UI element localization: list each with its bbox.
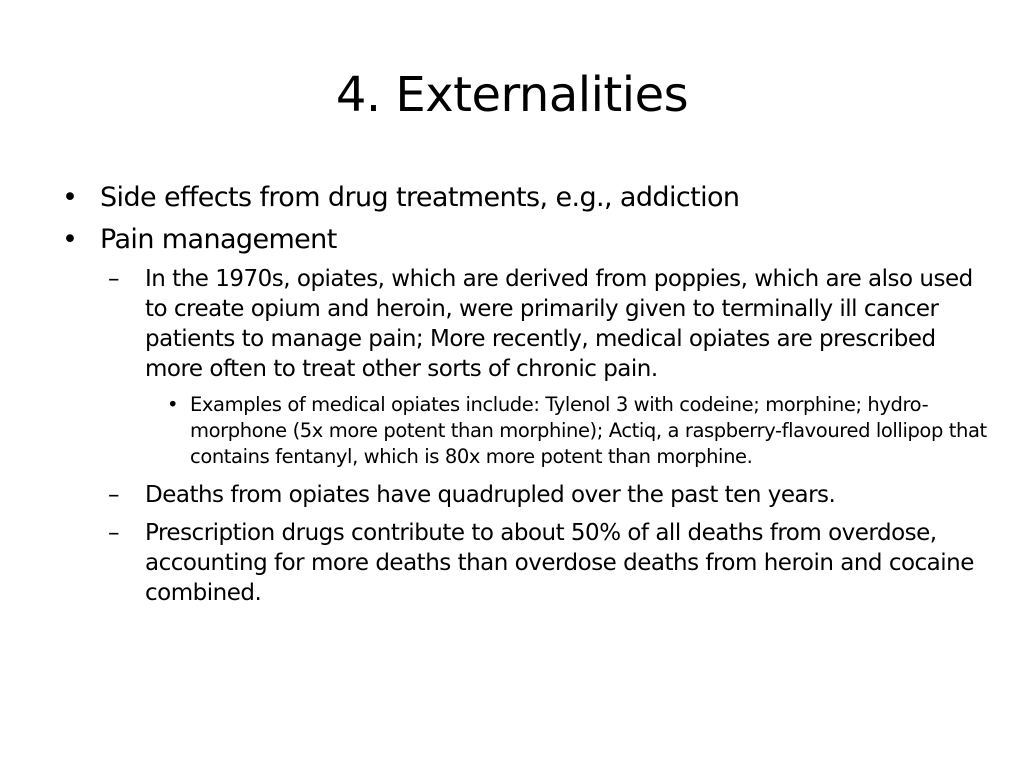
bullet-marker: • xyxy=(62,224,78,255)
bullet-marker: • xyxy=(167,393,179,416)
bullet-text: Pain management xyxy=(100,224,337,255)
subbullet-prescription-drugs xyxy=(105,518,980,608)
slide-title: 4. Externalities xyxy=(335,67,689,123)
subbullet-deaths-quadrupled xyxy=(105,480,980,510)
subsubbullet-opiate-examples xyxy=(145,392,990,470)
subbullet-text: Prescription drugs contribute to about 50% of all deaths from overdose, accounting for more deaths than overdose deaths from heroin and cocaine combined. xyxy=(145,520,974,606)
bullet-text: Side effects from drug treatments, e.g., addiction xyxy=(100,182,740,213)
subbullet-text: In the 1970s, opiates, which are derived from poppies, which are also used to create opium and heroin, were primarily given to terminally ill cancer patients to manage pain; More recently, medical opiates are prescribed more often to treat other sorts of chronic pain. xyxy=(145,266,973,382)
bullet-side-effects xyxy=(60,180,990,216)
dash-marker: – xyxy=(108,482,119,508)
slide-body xyxy=(60,180,990,616)
bullet-pain-management xyxy=(60,222,990,258)
subbullet-text: Deaths from opiates have quadrupled over the past ten years. xyxy=(145,482,836,508)
dash-marker: – xyxy=(108,520,119,546)
bullet-marker: • xyxy=(62,182,78,213)
subsubbullet-text: Examples of medical opiates include: Tylenol 3 with codeine; morphine; hydro-morphone (5x more potent than morphine); Actiq, a raspberry-flavoured lollipop that contains fentanyl, which is 80x more potent than morphine. xyxy=(190,393,987,468)
dash-marker: – xyxy=(108,266,119,292)
subbullet-1970s-opiates xyxy=(105,264,980,384)
